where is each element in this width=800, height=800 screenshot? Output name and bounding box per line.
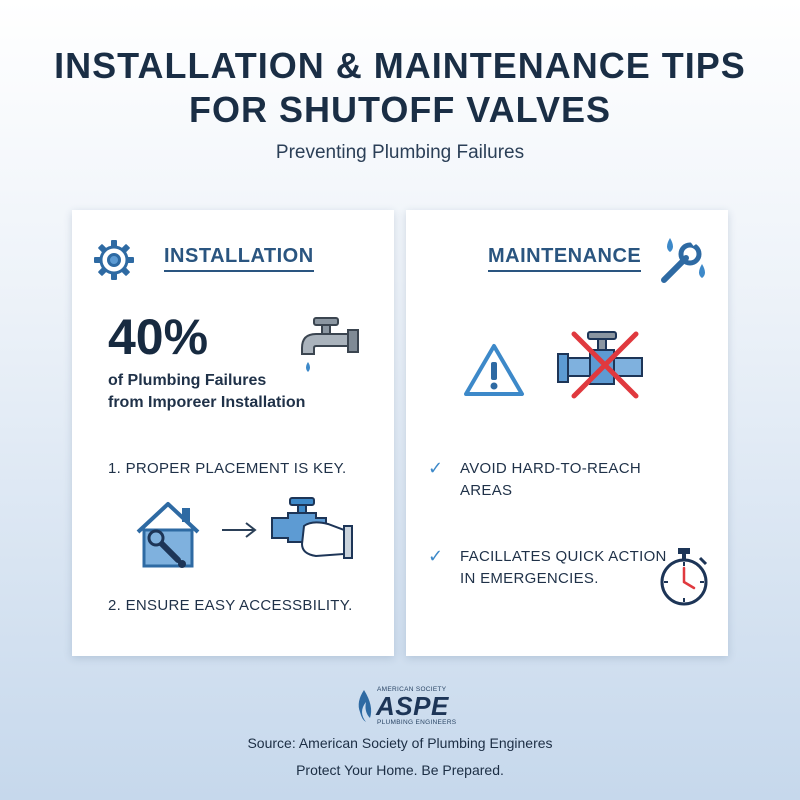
- title-line-1: INSTALLATION & MAINTENANCE TIPS: [54, 45, 746, 86]
- logo-bottom-text: PLUMBING ENGINEERS: [377, 719, 457, 726]
- tip-avoid-text: [460, 458, 680, 502]
- logo-top-text: AMERICAN SOCIETY: [377, 686, 447, 693]
- check-icon: ✓: [428, 458, 444, 478]
- faucet-icon: [294, 308, 364, 387]
- installation-heading: INSTALLATION: [164, 245, 314, 272]
- maintenance-card: [406, 210, 728, 656]
- source-line: Source: American Society of Plumbing Engineres: [247, 735, 553, 751]
- step-1: 1. PROPER PLACEMENT IS KEY.: [108, 460, 347, 477]
- wrench-drops-icon: [656, 234, 712, 295]
- logo-main-text: ASPE: [376, 691, 449, 721]
- flame-icon: [354, 688, 374, 729]
- tip-avoid-line-2: AREAS: [460, 482, 513, 499]
- check-icon: ✓: [428, 546, 444, 566]
- stat-label: [108, 370, 305, 414]
- arrow-right-icon: [220, 520, 260, 545]
- step-2: 2. ENSURE EASY ACCESSBILITY.: [108, 597, 353, 614]
- warning-icon: [462, 342, 526, 403]
- stat-value: 40%: [108, 309, 209, 365]
- page-title: [0, 44, 800, 132]
- title-line-2: FOR SHUTOFF VALVES: [188, 89, 611, 130]
- maintenance-heading: MAINTENANCE: [488, 245, 641, 272]
- stat-label-line-2: from Imporeer Installation: [108, 394, 306, 411]
- tip-avoid-line-1: AVOID HARD-TO-REACH: [460, 460, 641, 477]
- gear-icon: [92, 238, 136, 287]
- tagline: Protect Your Home. Be Prepared.: [296, 762, 504, 778]
- installation-card: [72, 210, 394, 656]
- blocked-valve-icon: [556, 328, 648, 407]
- stopwatch-icon: [658, 546, 710, 611]
- hand-valve-icon: [268, 496, 354, 571]
- tip-facilitate-line-1: FACILLATES QUICK ACTION: [460, 548, 667, 565]
- page-subtitle: Preventing Plumbing Failures: [275, 142, 525, 163]
- house-wrench-icon: [130, 494, 206, 579]
- stat-label-line-1: of Plumbing Failures: [108, 372, 267, 389]
- tip-facilitate-line-2: IN EMERGENCIES.: [460, 570, 599, 587]
- aspe-logo: [354, 686, 464, 726]
- tip-facilitate-text: [460, 546, 690, 590]
